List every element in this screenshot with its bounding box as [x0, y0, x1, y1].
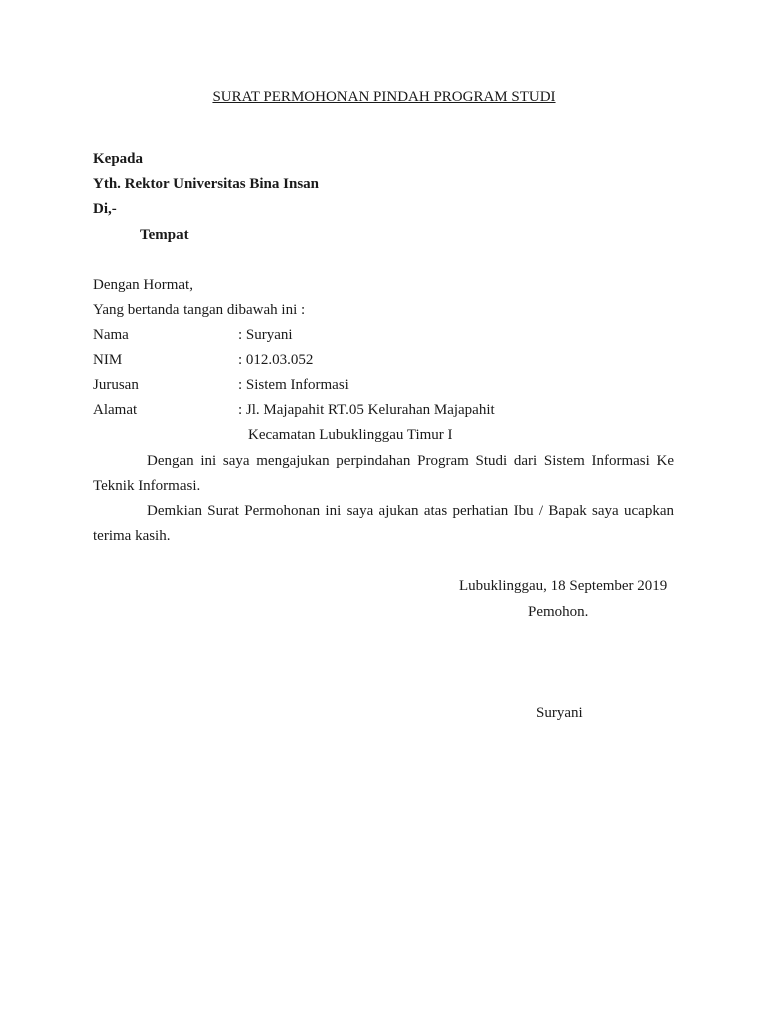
signature-name: Suryani — [536, 705, 583, 721]
recipient-di: Di,- — [93, 201, 117, 217]
field-value-nim: : 012.03.052 — [238, 352, 314, 368]
paragraph1-line1: Dengan ini saya mengajukan perpindahan Program Studi dari Sistem Informasi Ke — [147, 453, 674, 469]
paragraph2-line1: Demkian Surat Permohonan ini saya ajukan atas perhatian Ibu / Bapak saya ucapkan — [147, 503, 674, 519]
paragraph2-line2: terima kasih. — [93, 528, 171, 544]
field-label-jurusan: Jurusan — [93, 377, 139, 393]
place-date: Lubuklinggau, 18 September 2019 — [459, 578, 668, 594]
recipient-kepada: Kepada — [93, 151, 144, 167]
field-value-alamat: : Jl. Majapahit RT.05 Kelurahan Majapahit — [238, 402, 495, 418]
applicant-label: Pemohon. — [528, 604, 589, 620]
intro-text: Yang bertanda tangan dibawah ini : — [93, 302, 306, 318]
field-value-alamat-line2: Kecamatan Lubuklinggau Timur I — [248, 427, 453, 443]
field-label-nim: NIM — [93, 352, 123, 368]
recipient-yth: Yth. Rektor Universitas Bina Insan — [93, 176, 320, 192]
letter-title: SURAT PERMOHONAN PINDAH PROGRAM STUDI — [212, 89, 556, 105]
greeting: Dengan Hormat, — [93, 277, 193, 293]
field-label-nama: Nama — [93, 327, 129, 343]
paragraph1-line2: Teknik Informasi. — [93, 478, 201, 494]
field-label-alamat: Alamat — [93, 402, 138, 418]
recipient-tempat: Tempat — [140, 227, 189, 243]
field-value-nama: : Suryani — [238, 327, 293, 343]
field-value-jurusan: : Sistem Informasi — [238, 377, 349, 393]
